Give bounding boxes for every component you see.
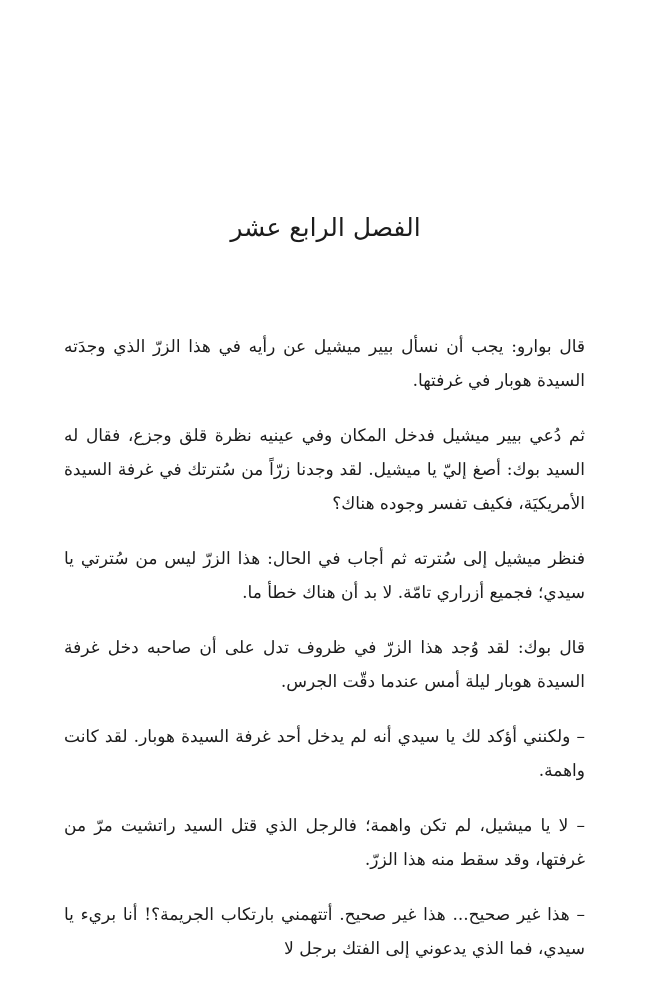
paragraph: فنظر ميشيل إلى سُترته ثم أجاب في الحال: هذا الزرّ ليس من سُترتي يا سيدي؛ فجميع أزراري تامّة. لا بد أن هناك خطأ ما. <box>64 549 585 603</box>
dialogue-paragraph: – هذا غير صحيح... هذا غير صحيح. أتتهمني بارتكاب الجريمة؟! أنا بريء يا سيدي، فما الذي يدعوني إلى الفتك برجل لا <box>64 905 585 959</box>
paragraph: قال بوارو: يجب أن نسأل بيير ميشيل عن رأيه في هذا الزرّ الذي وجدَته السيدة هوبار في غرفتها. <box>64 337 585 391</box>
paragraph: قال بوك: لقد وُجد هذا الزرّ في ظروف تدل على أن صاحبه دخل غرفة السيدة هوبار ليلة أمس عندما دقّت الجرس. <box>64 638 585 692</box>
paragraph: ثم دُعي بيير ميشيل فدخل المكان وفي عينيه نظرة قلق وجزع، فقال له السيد بوك: أصغ إليّ يا ميشيل. لقد وجدنا زرّاً من سُترتك في غرفة السيدة الأمريكيَة، فكيف تفسر وجوده هناك؟ <box>64 426 585 514</box>
chapter-body <box>64 330 585 966</box>
dialogue-paragraph: – ولكنني أؤكد لك يا سيدي أنه لم يدخل أحد غرفة السيدة هوبار. لقد كانت واهمة. <box>64 727 585 781</box>
chapter-title: الفصل الرابع عشر <box>230 213 421 242</box>
dialogue-paragraph: – لا يا ميشيل، لم تكن واهمة؛ فالرجل الذي قتل السيد راتشيت مرّ من غرفتها، وقد سقط منه هذا الزرّ. <box>64 816 585 870</box>
